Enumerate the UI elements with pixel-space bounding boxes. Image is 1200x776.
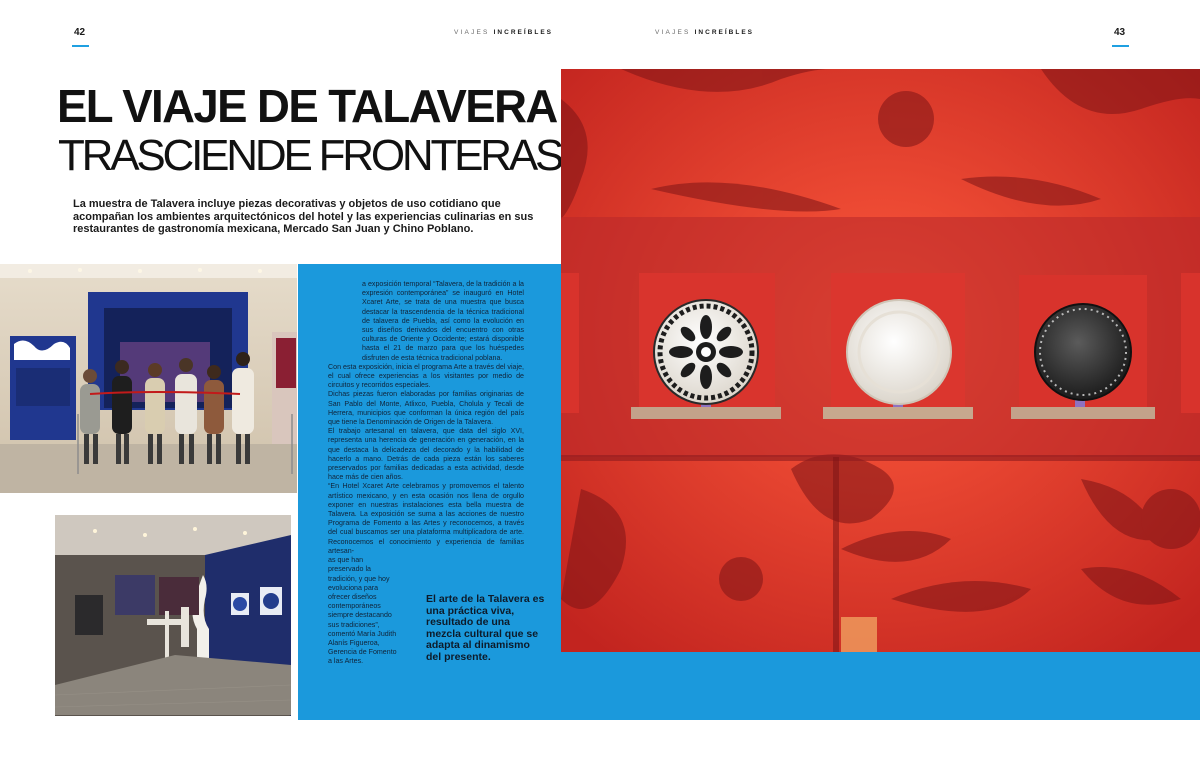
talavera-plates-photo: [561, 69, 1200, 652]
body-paragraph: a exposición temporal “Talavera, de la tradición a la expresión contemporánea” se inauguró en Hotel Xcaret Arte, se trata de una muestra que busca destacar la trascendencia de la técnica tradicional de talavera de Puebla, así como la evolución en sus diseños derivados del encuentro con otras culturas de Oriente y Occidente; estará disponible hasta el 21 de marzo para que los huéspedes disfruten de esta técnica tradicional poblana.: [362, 280, 524, 362]
section-prefix: VIAJES: [655, 29, 691, 36]
gallery-illustration: [55, 515, 291, 716]
right-page-number: 43: [1114, 27, 1126, 38]
section-highlight: INCREÍBLES: [694, 29, 754, 36]
article-title-line-1: EL VIAJE DE TALAVERA: [57, 80, 557, 132]
gallery-photo: [55, 515, 291, 716]
left-page-number: 42: [74, 27, 86, 38]
body-paragraph: Dichas piezas fueron elaboradas por familias originarias de San Pablo del Monte, Atlixco, Puebla, Cholula y Tecali de Herrera, municipios que conforman la única región del país que tiene la Denominación de Origen de la Talavera.: [328, 390, 524, 427]
body-paragraph: Con esta exposición, inicia el programa Arte a través del viaje, el cual ofrece experiencias a los visitantes por medio de circuitos y recorridos especiales.: [328, 362, 524, 390]
body-paragraph: “En Hotel Xcaret Arte celebramos y promovemos el talento artístico mexicano, y en esta ocasión nos llena de orgullo exponer en nuestras instalaciones esta bella muestra de Talavera. La exposición se suma a las acciones de nuestro Programa de Fomento a las Artes y reconocemos, a través del cual buscamos ser una plataforma multiplicadora de arte. Reconocemos el conocimiento y experiencia de familias artesan-: [328, 482, 524, 555]
body-paragraph: as que han preservado la tradición, y que hoy evoluciona para ofrecer diseños contemporáneos siempre destacando sus tradiciones”, comentó María Judith Alanís Figueroa, Gerencia de Fomento a las Artes.: [328, 556, 397, 666]
body-paragraph: El trabajo artesanal en talavera, que data del siglo XVI, representa una herencia de generación en generación, en la que destaca la delicadeza del decorado y la habilidad de hacerlo a mano. Detrás de cada pieza están los saberes preservados por familias dedicadas a esta actividad, desde hace más de cien años.: [328, 427, 524, 482]
ribbon-cutting-illustration: [0, 264, 297, 493]
article-title-line-2: TRASCIENDE FRONTERAS: [58, 131, 562, 180]
section-highlight: INCREÍBLES: [493, 29, 553, 36]
article-lead: La muestra de Talavera incluye piezas decorativas y objetos de uso cotidiano que acompañan los ambientes arquitectónicos del hotel y las experiencias culinarias en sus restaurantes de gastronomía mexicana, Mercado San Juan y Chino Poblano.: [73, 198, 534, 235]
running-head-left: [454, 29, 553, 36]
pull-quote: El arte de la Talavera es una práctica viva, resultado de una mezcla cultural que se adapta al dinamismo del presente.: [426, 593, 545, 663]
section-prefix: VIAJES: [454, 29, 490, 36]
decorative-blue-strip: [561, 652, 1200, 720]
ribbon-cutting-photo: [0, 264, 297, 493]
running-head-right: [655, 29, 754, 36]
talavera-plates-illustration: [561, 69, 1200, 652]
